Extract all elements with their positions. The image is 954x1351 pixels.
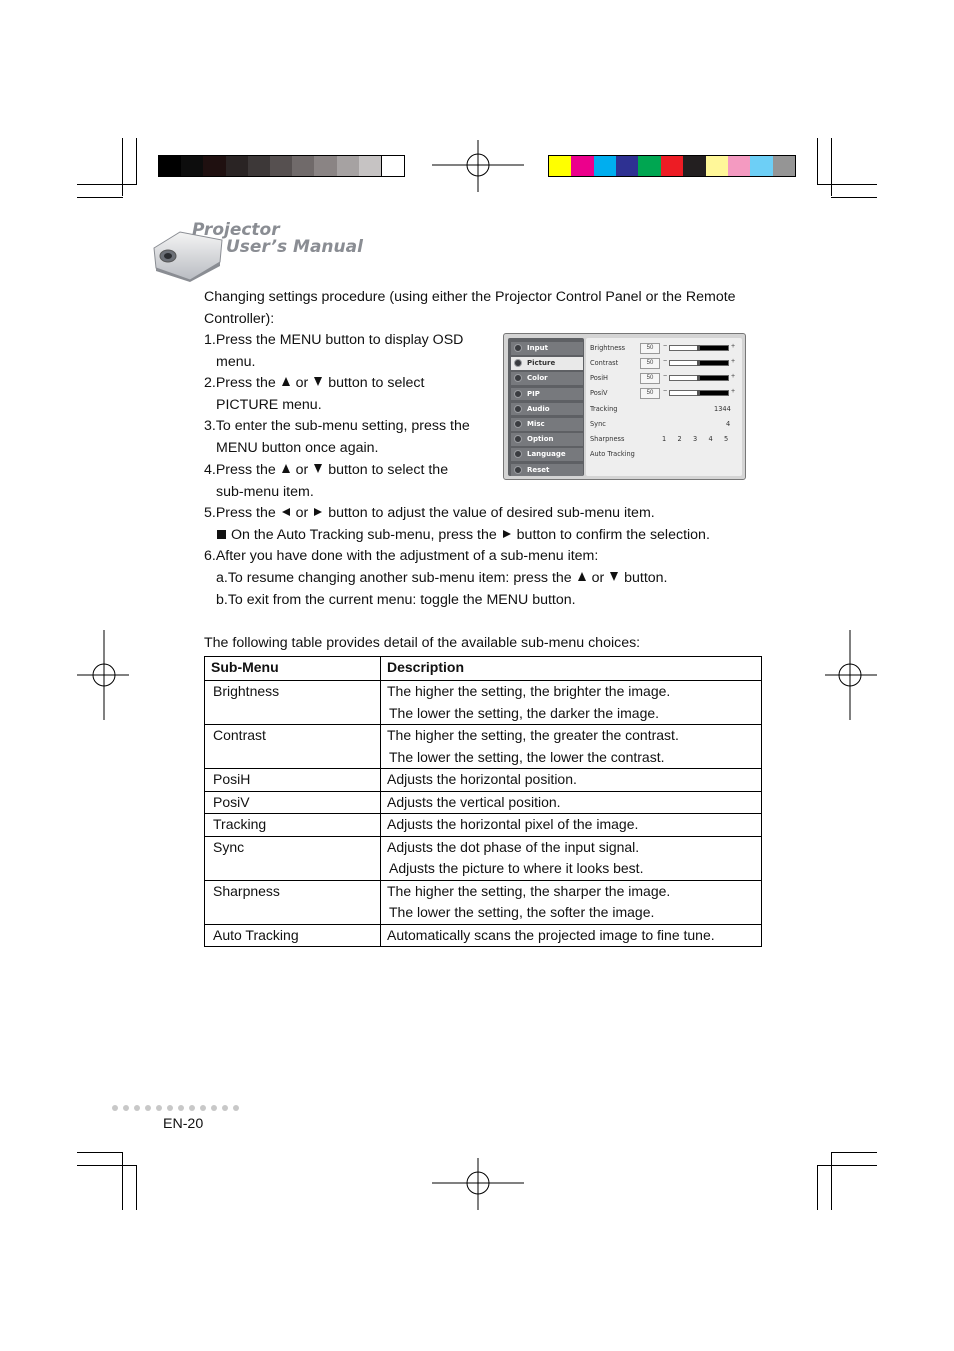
osd-menu-item-label: Reset: [527, 465, 550, 474]
submenu-name: Sync: [213, 838, 245, 855]
down-arrow-icon: [314, 464, 322, 473]
intro-line-2: Controller):: [204, 311, 275, 327]
minus-icon: −: [663, 358, 668, 365]
color-swatch: [270, 156, 292, 176]
table-intro: The following table provides detail of the available sub-menu choices:: [204, 635, 641, 651]
description-line: The lower the setting, the lower the contrast.: [389, 748, 665, 765]
osd-sharpness-level: 5: [724, 435, 729, 443]
table-row: [205, 814, 762, 837]
or-text: or: [591, 570, 605, 586]
right-arrow-icon: [314, 508, 322, 516]
step-4-pre: 4.Press the: [204, 462, 276, 478]
color-swatch: [337, 156, 359, 176]
description-cell: [381, 880, 762, 924]
submenu-cell: [205, 814, 381, 837]
osd-menu-item: [511, 418, 583, 431]
osd-menu-item-label: Input: [527, 344, 548, 352]
osd-row-tracking-label: Tracking: [590, 405, 618, 413]
osd-menu-item-label: Language: [527, 450, 566, 459]
step-5: [204, 503, 655, 525]
plus-icon: +: [731, 373, 736, 380]
description-cell: [381, 791, 762, 814]
color-swatch: [226, 156, 248, 176]
step-2-cont: PICTURE menu.: [216, 397, 322, 413]
intro-line-1: Changing settings procedure (using either the Projector Control Panel or the Remote: [204, 289, 736, 305]
osd-menu-item: [511, 433, 583, 446]
submenu-name: Tracking: [213, 816, 267, 832]
step-2: [204, 373, 424, 395]
description-line: The higher the setting, the greater the contrast.: [387, 727, 679, 743]
right-arrow-icon: [503, 530, 511, 538]
color-swatch: [571, 156, 593, 176]
color-swatch: [549, 156, 571, 176]
osd-menu-screenshot: [503, 333, 746, 480]
color-swatch: [706, 156, 728, 176]
step-5-pre: 5.Press the: [204, 505, 276, 521]
submenu-cell: [205, 836, 381, 880]
logo-title-projector: Projector: [192, 220, 280, 240]
osd-menu-item: [511, 372, 583, 385]
submenu-name: Brightness: [213, 683, 280, 699]
description-cell: [381, 836, 762, 880]
step-3: 3.To enter the sub-menu setting, press the: [204, 418, 470, 434]
step-2-pre: 2.Press the: [204, 375, 276, 391]
osd-slider: [669, 390, 729, 396]
left-arrow-icon: [282, 508, 290, 516]
menu-bullet-icon: [514, 390, 522, 398]
color-swatch: [381, 156, 404, 176]
description-line: Automatically scans the projected image to fine tune.: [387, 926, 715, 943]
step-6a: [216, 568, 668, 590]
osd-value-box: 50: [640, 388, 660, 399]
up-arrow-icon: [282, 464, 290, 473]
color-swatch: [616, 156, 638, 176]
table-row: [205, 725, 762, 769]
or-text: or: [295, 505, 309, 521]
col-header-description: Description: [381, 657, 762, 681]
osd-main-menu: [508, 338, 584, 476]
osd-slider-fill: [699, 391, 728, 395]
registration-mark-left: [77, 630, 129, 720]
osd-row-label: PosiH: [590, 374, 609, 382]
color-swatch: [159, 156, 181, 176]
osd-menu-item-label: PIP: [527, 389, 540, 398]
step-5-post: button to adjust the value of desired sub-menu item.: [328, 505, 655, 521]
color-swatch: [248, 156, 270, 176]
osd-row-label: PosiV: [590, 389, 608, 397]
color-swatch: [181, 156, 203, 176]
osd-slider-knob: [697, 360, 700, 366]
osd-picture-submenu: [586, 338, 742, 476]
osd-value-box: 50: [640, 373, 660, 384]
step-6: 6.After you have done with the adjustment of a sub-menu item:: [204, 548, 599, 564]
submenu-cell: [205, 681, 381, 725]
color-swatch: [292, 156, 314, 176]
osd-sharpness-level: 2: [677, 435, 682, 443]
step-6a-pre: a.To resume changing another sub-menu item: press the: [216, 570, 572, 586]
plus-icon: +: [731, 388, 736, 395]
or-text: or: [295, 375, 309, 391]
osd-slider: [669, 375, 729, 381]
menu-bullet-icon: [514, 420, 522, 428]
page-number: EN-20: [163, 1116, 204, 1132]
submenu-table: [204, 656, 762, 947]
submenu-cell: [205, 791, 381, 814]
description-cell: [381, 769, 762, 792]
step-6a-post: button.: [624, 570, 668, 586]
minus-icon: −: [663, 388, 668, 395]
manual-header-logo: [150, 222, 390, 282]
description-cell: [381, 814, 762, 837]
osd-row-label: Contrast: [590, 359, 619, 367]
osd-menu-item: [511, 448, 583, 461]
color-swatch: [314, 156, 336, 176]
color-swatch: [661, 156, 683, 176]
description-line: The higher the setting, the sharper the image.: [387, 882, 671, 899]
menu-bullet-icon: [514, 435, 522, 443]
step-4-post: button to select the: [328, 462, 449, 478]
color-swatch: [638, 156, 660, 176]
submenu-name: Sharpness: [213, 882, 280, 899]
osd-row-sync-label: Sync: [590, 420, 606, 428]
col-header-submenu: Sub-Menu: [205, 657, 381, 681]
color-swatch: [359, 156, 381, 176]
up-arrow-icon: [578, 572, 586, 581]
osd-sharpness-level: 4: [708, 435, 713, 443]
description-line: Adjusts the dot phase of the input signal.: [387, 838, 640, 855]
osd-slider: [669, 345, 729, 351]
color-swatch: [594, 156, 616, 176]
minus-icon: −: [663, 373, 668, 380]
osd-menu-item-label: Color: [527, 374, 548, 383]
color-swatch: [773, 156, 795, 176]
step-4-cont: sub-menu item.: [216, 484, 314, 500]
menu-bullet-icon: [514, 450, 522, 458]
description-line: The lower the setting, the softer the image.: [389, 904, 655, 920]
submenu-name: Auto Tracking: [213, 926, 299, 943]
table-row: [205, 791, 762, 814]
submenu-name: PosiV: [213, 793, 250, 810]
table-header-row: [205, 657, 762, 681]
osd-menu-item-label: Audio: [527, 404, 550, 413]
note-pre: On the Auto Tracking sub-menu, press the: [231, 527, 497, 543]
process-color-bar: [548, 155, 796, 177]
osd-slider-fill: [699, 346, 728, 350]
step-1-cont: menu.: [216, 354, 256, 370]
osd-sharpness-level: 1: [662, 435, 667, 443]
osd-sharpness-level: 3: [693, 435, 698, 443]
or-text: or: [295, 462, 309, 478]
grayscale-color-bar: [158, 155, 405, 177]
osd-menu-item: [511, 403, 583, 416]
osd-menu-item: [511, 357, 583, 370]
submenu-cell: [205, 725, 381, 769]
plus-icon: +: [731, 343, 736, 350]
plus-icon: +: [731, 358, 736, 365]
color-swatch: [750, 156, 772, 176]
submenu-name: PosiH: [213, 771, 251, 787]
osd-value-box: 50: [640, 343, 660, 354]
color-swatch: [683, 156, 705, 176]
osd-slider-fill: [699, 361, 728, 365]
logo-title-users-manual: User’s Manual: [226, 237, 363, 257]
description-cell: [381, 924, 762, 947]
menu-bullet-icon: [514, 405, 522, 413]
description-cell: [381, 725, 762, 769]
step-4: [204, 460, 448, 482]
osd-menu-item-label: Picture: [527, 359, 556, 368]
submenu-cell: [205, 924, 381, 947]
menu-bullet-icon: [514, 374, 522, 382]
color-swatch: [203, 156, 225, 176]
osd-menu-item-label: Misc: [527, 420, 545, 428]
submenu-cell: [205, 769, 381, 792]
osd-slider-knob: [697, 390, 700, 396]
step-1: 1.Press the MENU button to display OSD: [204, 332, 464, 348]
osd-slider-knob: [697, 375, 700, 381]
up-arrow-icon: [282, 377, 290, 386]
note-post: button to confirm the selection.: [516, 527, 710, 543]
registration-mark-bottom: [432, 1158, 524, 1210]
description-cell: [381, 681, 762, 725]
osd-row-sharpness-label: Sharpness: [590, 435, 625, 443]
table-row: [205, 836, 762, 880]
osd-row-label: Brightness: [590, 344, 626, 352]
step-3-cont: MENU button once again.: [216, 440, 379, 456]
menu-bullet-icon: [514, 359, 522, 367]
table-row: [205, 681, 762, 725]
registration-mark-right: [825, 630, 877, 720]
osd-value-box: 50: [640, 358, 660, 369]
submenu-name: Contrast: [213, 727, 266, 743]
step-6b: b.To exit from the current menu: toggle the MENU button.: [216, 592, 576, 608]
osd-slider-knob: [697, 345, 700, 351]
osd-menu-item: [511, 342, 583, 355]
osd-row-tracking-value: 1344: [714, 405, 731, 413]
osd-row-sync-value: 4: [726, 420, 731, 428]
description-line: The higher the setting, the brighter the image.: [387, 683, 671, 699]
auto-tracking-note: [217, 525, 710, 547]
table-row: [205, 924, 762, 947]
description-line: Adjusts the picture to where it looks best.: [389, 860, 644, 876]
description-line: Adjusts the horizontal position.: [387, 771, 577, 787]
table-row: [205, 769, 762, 792]
menu-bullet-icon: [514, 466, 522, 474]
down-arrow-icon: [610, 572, 618, 581]
osd-menu-item: [511, 464, 583, 477]
color-swatch: [728, 156, 750, 176]
description-line: Adjusts the horizontal pixel of the image.: [387, 816, 639, 832]
registration-mark-top: [432, 140, 524, 192]
bullet-square-icon: [217, 530, 226, 539]
description-line: Adjusts the vertical position.: [387, 793, 561, 810]
step-2-post: button to select: [328, 375, 425, 391]
osd-slider: [669, 360, 729, 366]
osd-slider-fill: [699, 376, 728, 380]
submenu-cell: [205, 880, 381, 924]
table-row: [205, 880, 762, 924]
minus-icon: −: [663, 343, 668, 350]
osd-menu-item-label: Option: [527, 435, 554, 444]
osd-menu-item: [511, 388, 583, 401]
description-line: The lower the setting, the darker the image.: [389, 704, 660, 721]
footer-dots: [112, 1105, 239, 1111]
menu-bullet-icon: [514, 344, 522, 352]
down-arrow-icon: [314, 377, 322, 386]
osd-row-auto-tracking-label: Auto Tracking: [590, 450, 635, 458]
